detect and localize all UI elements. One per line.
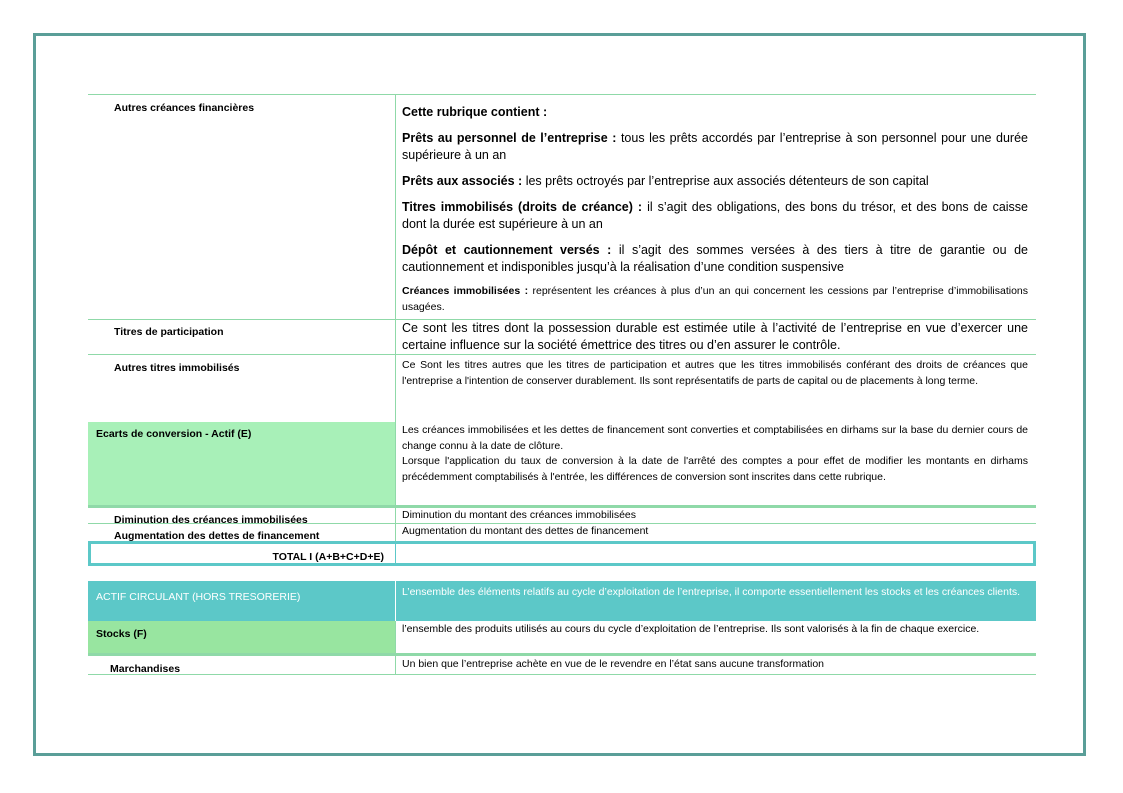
- row-titres-participation: [88, 320, 1036, 355]
- row-augmentation: [88, 524, 1036, 541]
- row-text: l’ensemble des produits utilisés au cours du cycle d’exploitation de l’entreprise. Ils sont valorisés à la fin de chaque exercice.: [402, 623, 980, 635]
- list-item: Créances immobilisées : représentent les créances à plus d’un an qui concernent les cessions par l’entreprise d’immobilisations usagées.: [402, 285, 1029, 313]
- row-text: Augmentation du montant des dettes de financement: [402, 525, 649, 537]
- row-marchandises: [88, 656, 1036, 675]
- row-actif-circulant: [88, 581, 1036, 621]
- row-label: Ecarts de conversion - Actif (E): [96, 428, 252, 440]
- row-label: Titres de participation: [114, 326, 224, 338]
- row-label: Diminution des créances immobilisées: [114, 514, 308, 526]
- row-text: Ce sont les titres dont la possession durable est estimée utile à l’activité de l’entreprise en vue d’exercer une certaine influence sur la société émettrice des titres ou d’en assurer le contrôle.: [402, 321, 1028, 352]
- row-text: Diminution du montant des créances immobilisées: [402, 509, 637, 521]
- row-label: Autres créances financières: [114, 102, 255, 114]
- row-label: Stocks (F): [96, 628, 147, 640]
- total-label: TOTAL I (A+B+C+D+E): [272, 551, 384, 563]
- row-diminution: [88, 508, 1036, 524]
- row-autres-titres: [88, 355, 1036, 422]
- row-total: [88, 541, 1036, 566]
- row-label: Autres titres immobilisés: [114, 362, 240, 374]
- row-label: Marchandises: [110, 663, 181, 675]
- row-text: L’ensemble des éléments relatifs au cycle d’exploitation de l’entreprise, il comporte essentiellement les stocks et les créances clients.: [402, 586, 1021, 598]
- row-text: Un bien que l’entreprise achète en vue de le revendre en l’état sans aucune transformation: [402, 658, 825, 670]
- list-item: Dépôt et cautionnement versés : il s’agit des sommes versées à des tiers à titre de garantie ou de cautionnement et indisponibles jusqu’à la réalisation d’une condition suspensive: [402, 243, 1028, 274]
- row-text: Ce Sont les titres autres que les titres de participation et autres que les titres immobilisés conférant des droits de créances que l'entreprise a l'intention de conserver durablement. Ils sont représentatifs de parts de capital ou de placements à long terme.: [402, 359, 1028, 387]
- row-text: Lorsque l'application du taux de conversion à la date de l'arrêté des comptes a pour effet de modifier les montants en dirhams précédemment comptabilisés à l'entrée, les différences de conversion sont inscrites dans cette rubrique.: [402, 455, 1028, 483]
- row-autres-creances: [88, 95, 1036, 320]
- list-item: Prêts au personnel de l’entreprise : tous les prêts accordés par l’entreprise à son personnel pour une durée supérieure à un an: [402, 131, 1028, 162]
- row-label: Augmentation des dettes de financement: [114, 530, 320, 542]
- row-label: ACTIF CIRCULANT (HORS TRESORERIE): [96, 591, 301, 603]
- intro-text: Cette rubrique contient :: [402, 105, 548, 119]
- row-text: Les créances immobilisées et les dettes de financement sont converties et comptabilisées en dirhams sur la base du dernier cours de change connu à la date de clôture.: [402, 424, 1028, 452]
- list-item: Titres immobilisés (droits de créance) : il s’agit des obligations, des bons du trésor, et des bons de caisse dont la durée est supérieure à un an: [402, 200, 1028, 231]
- list-item: Prêts aux associés : les prêts octroyés par l’entreprise aux associés détenteurs de son capital: [402, 174, 929, 188]
- total-divider: [395, 544, 396, 563]
- row-ecarts: [88, 422, 1036, 508]
- row-stocks: [88, 621, 1036, 656]
